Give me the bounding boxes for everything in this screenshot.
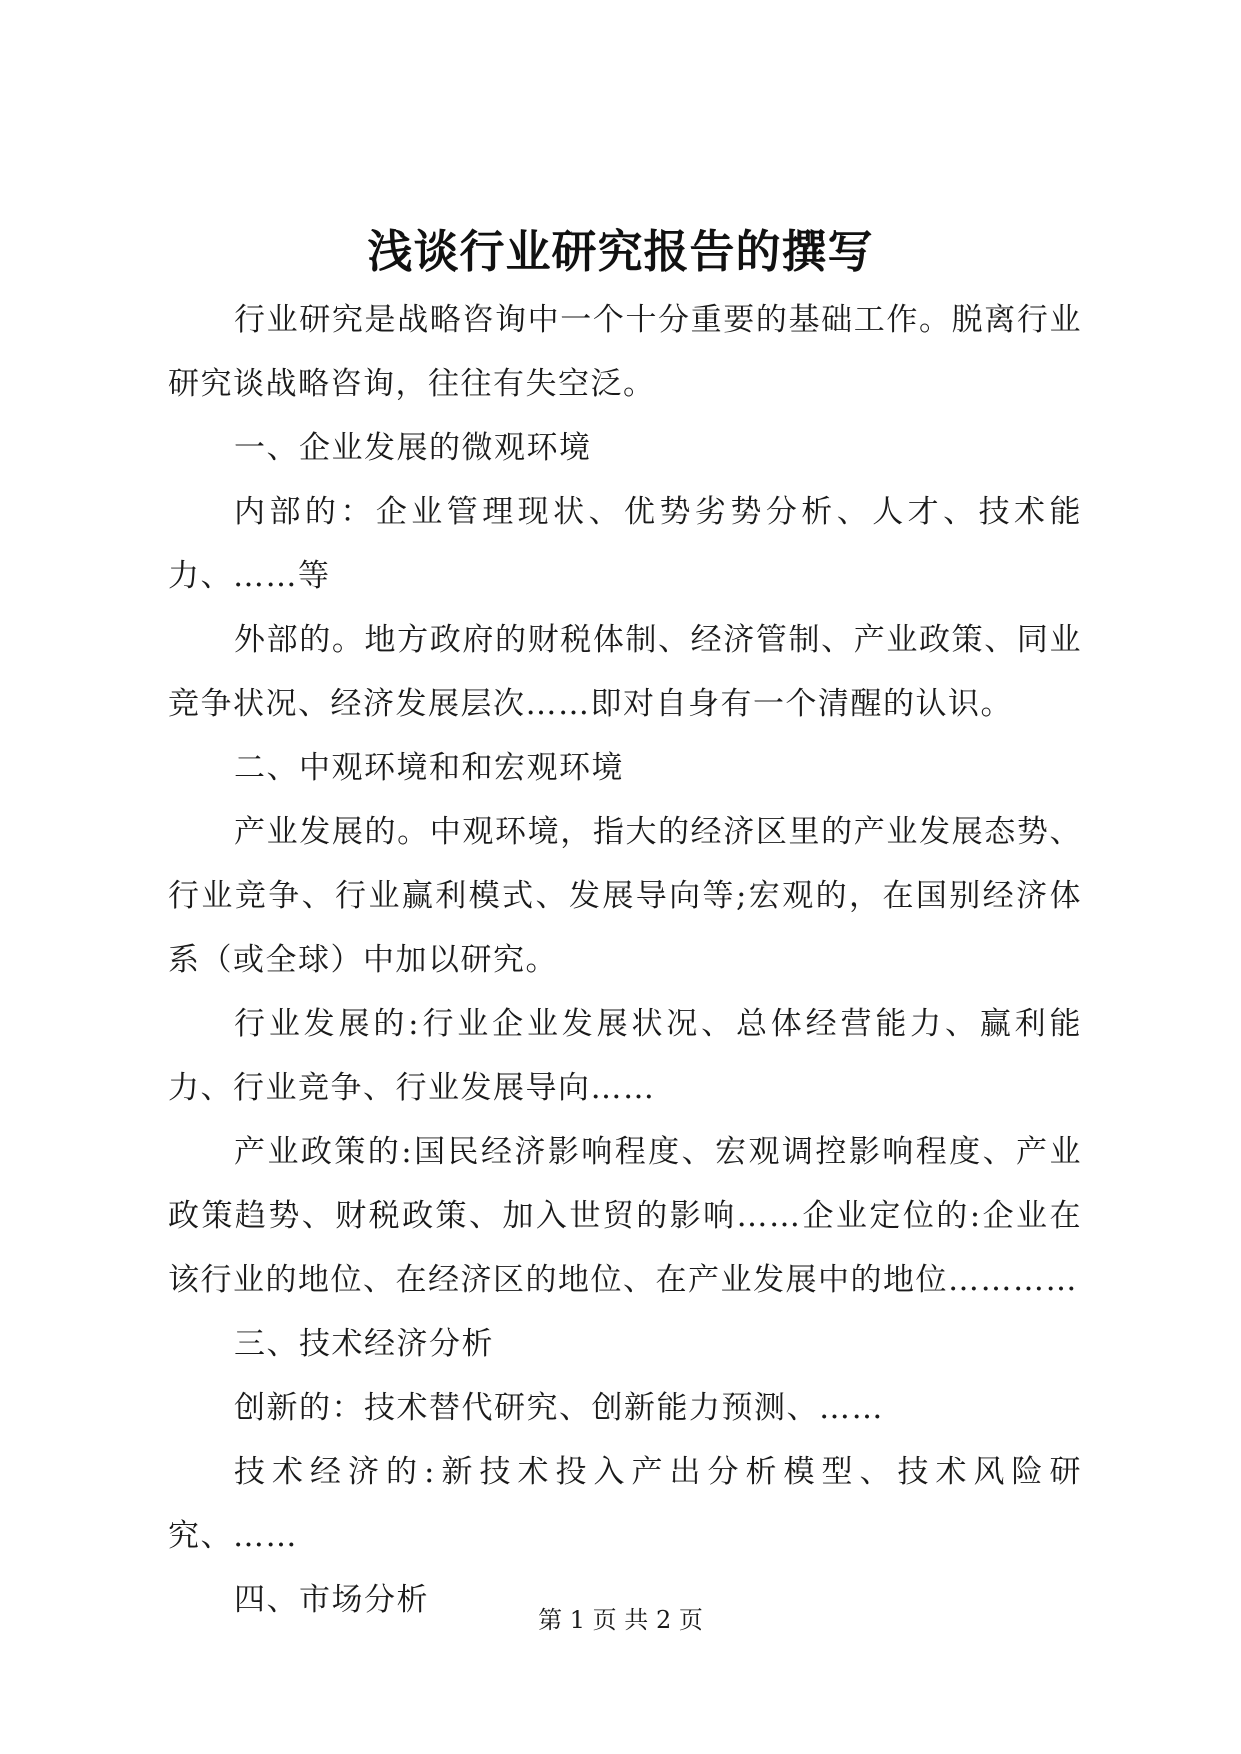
paragraph-industry-policy: 产业政策的:国民经济影响程度、宏观调控影响程度、产业政策趋势、财税政策、加入世贸的影响……企业定位的:企业在该行业的地位、在经济区的地位、在产业发展中的地位………… bbox=[168, 1134, 1082, 1298]
document-body bbox=[168, 288, 1082, 1632]
paragraph-internal: 内部的：企业管理现状、优势劣势分析、人才、技术能力、……等 bbox=[168, 494, 1082, 594]
section-heading-1: 一、企业发展的微观环境 bbox=[234, 430, 592, 466]
paragraph-industry-development: 产业发展的。中观环境，指大的经济区里的产业发展态势、行业竞争、行业赢利模式、发展导向等;宏观的，在国别经济体系（或全球）中加以研究。 bbox=[168, 814, 1082, 978]
paragraph-sector-development: 行业发展的:行业企业发展状况、总体经营能力、赢利能力、行业竞争、行业发展导向…… bbox=[168, 1006, 1082, 1106]
section-heading-2: 二、中观环境和和宏观环境 bbox=[234, 750, 624, 786]
paragraph-innovation: 创新的：技术替代研究、创新能力预测、…… bbox=[234, 1390, 884, 1426]
section-heading-3: 三、技术经济分析 bbox=[234, 1326, 494, 1362]
paragraph-external: 外部的。地方政府的财税体制、经济管制、产业政策、同业竞争状况、经济发展层次……即对自身有一个清醒的认识。 bbox=[168, 622, 1082, 722]
document-title: 浅谈行业研究报告的撰写 bbox=[367, 225, 874, 278]
section-heading-4: 四、市场分析 bbox=[234, 1582, 429, 1618]
page-footer: 第 1 页 共 2 页 bbox=[538, 1606, 703, 1634]
paragraph-intro: 行业研究是战略咨询中一个十分重要的基础工作。脱离行业研究谈战略咨询，往往有失空泛。 bbox=[168, 302, 1082, 402]
paragraph-tech-economics: 技术经济的:新技术投入产出分析模型、技术风险研究、…… bbox=[168, 1454, 1082, 1554]
